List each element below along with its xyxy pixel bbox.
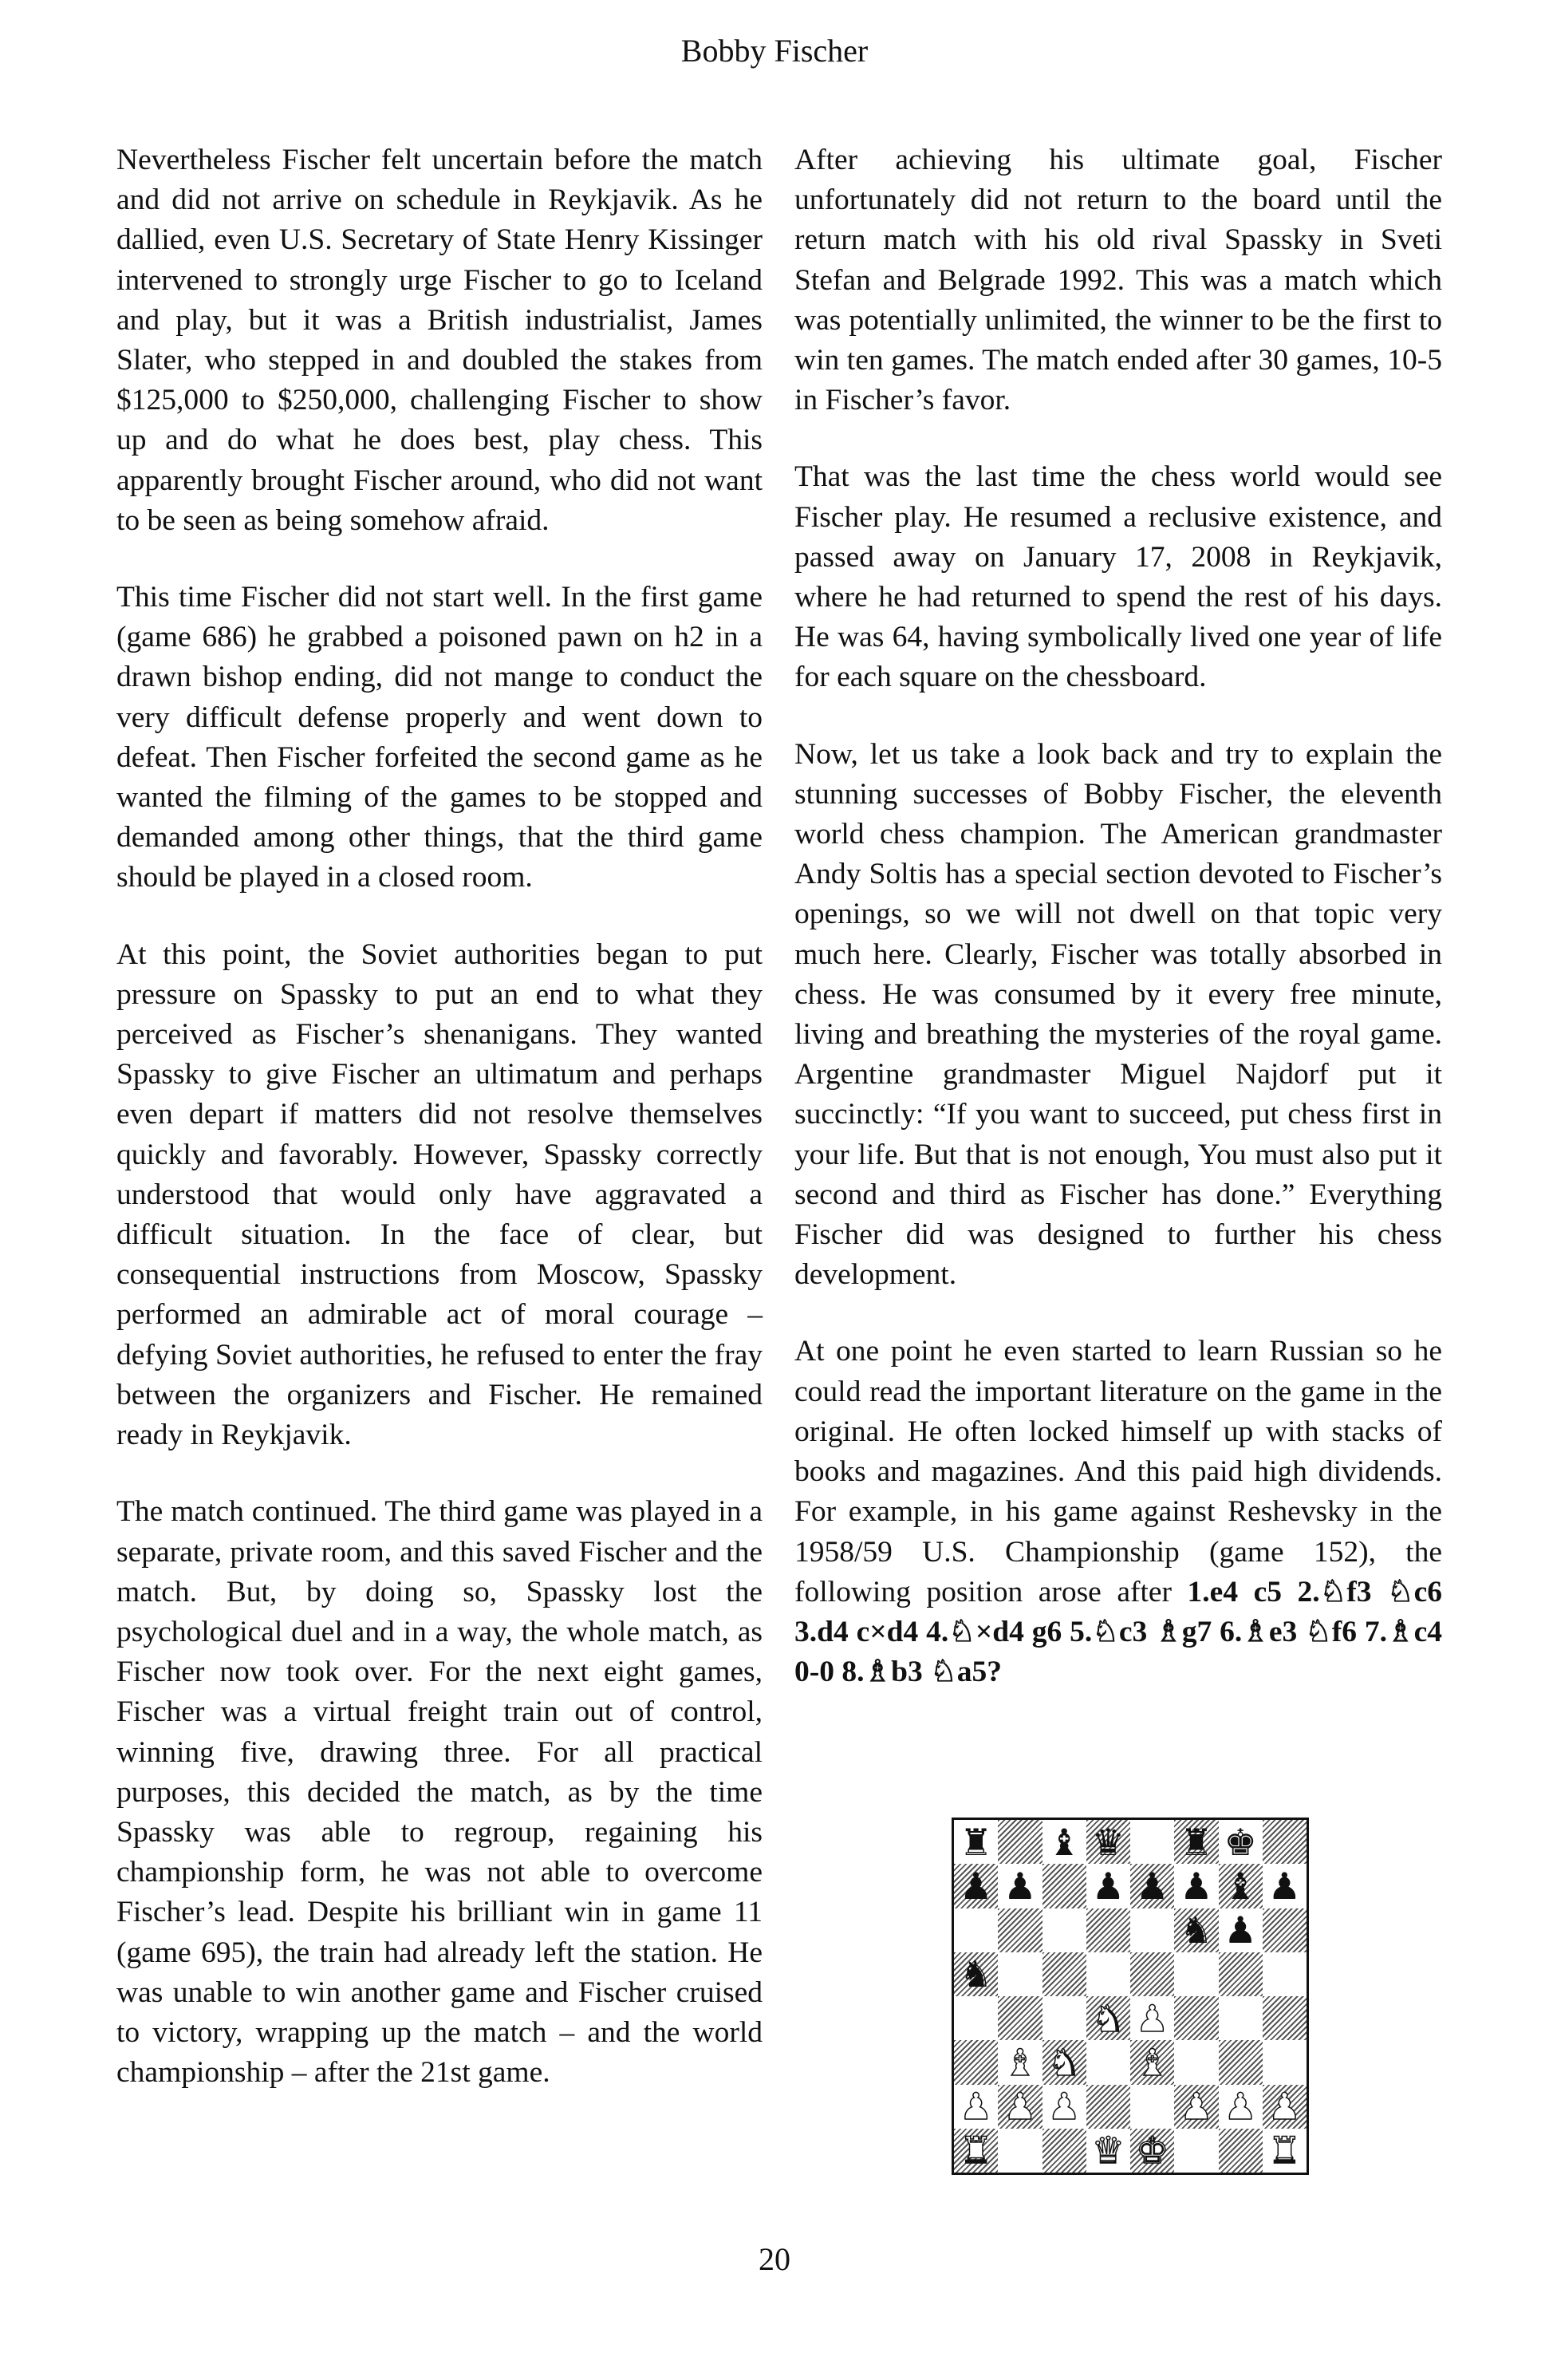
square-b6 bbox=[998, 1908, 1042, 1952]
black-pawn-icon: ♟ bbox=[1136, 1864, 1169, 1908]
black-knight-icon: ♞ bbox=[960, 1952, 993, 1996]
paragraph: At this point, the Soviet authorities began to put pressure on Spassky to put an end to what they perceived as Fischer’s shenanigans. They wanted Spassky to give Fischer an ultimatum and perhaps even depart if matters did not resolve themselves quickly and favorably. However, Spassky correctly understood that would only have aggravated a difficult situation. In the face of clear, but consequential instructions from Moscow, Spassky performed an admirable act of moral courage – defying Soviet authorities, he refused to enter the fray between the organizers and Fischer. He remained ready in Reykjavik. bbox=[116, 937, 763, 1452]
square-a2 bbox=[954, 2085, 998, 2129]
white-pawn-icon: ♟ bbox=[960, 2085, 993, 2129]
black-queen-icon: ♛ bbox=[1091, 1820, 1125, 1864]
square-b5 bbox=[998, 1952, 1042, 1996]
square-e6 bbox=[1130, 1908, 1174, 1952]
square-f6 bbox=[1174, 1908, 1218, 1952]
square-h4 bbox=[1263, 1996, 1307, 2040]
chess-board bbox=[954, 1820, 1307, 2173]
square-h2 bbox=[1263, 2085, 1307, 2129]
white-pawn-icon: ♟ bbox=[1003, 2085, 1037, 2129]
square-g4 bbox=[1219, 1996, 1263, 2040]
square-h1 bbox=[1263, 2129, 1307, 2173]
paragraph-text: At one point he even started to learn Russian so he could read the important literature on the game in the original. He often locked himself up with stacks of books and magazines. And this paid high dividends. For example, in his game against Reshevsky in the 1958/59 U.S. Championship (game 152), the following position arose after bbox=[794, 1335, 1442, 1608]
black-pawn-icon: ♟ bbox=[1267, 1864, 1301, 1908]
square-e3 bbox=[1130, 2040, 1174, 2084]
white-pawn-icon: ♟ bbox=[1136, 1996, 1169, 2040]
black-rook-icon: ♜ bbox=[960, 1820, 993, 1864]
square-d7 bbox=[1086, 1864, 1130, 1908]
black-bishop-icon: ♝ bbox=[1047, 1820, 1081, 1864]
move-notation: 1.e4 c5 2.♘f3 ♘c6 3.d4 c×d4 4.♘×d4 g6 5.♘c3 ♗g7 6.♗e3 ♘f6 7.♗c4 0-0 8.♗b3 ♘a5? bbox=[794, 1575, 1442, 1689]
square-e4 bbox=[1130, 1996, 1174, 2040]
black-pawn-icon: ♟ bbox=[960, 1864, 993, 1908]
white-rook-icon: ♜ bbox=[960, 2129, 993, 2173]
square-f5 bbox=[1174, 1952, 1218, 1996]
black-pawn-icon: ♟ bbox=[1224, 1908, 1257, 1952]
square-a5 bbox=[954, 1952, 998, 1996]
white-king-icon: ♚ bbox=[1136, 2129, 1169, 2173]
black-pawn-icon: ♟ bbox=[1003, 1864, 1037, 1908]
square-f2 bbox=[1174, 2085, 1218, 2129]
square-b3 bbox=[998, 2040, 1042, 2084]
paragraph: Now, let us take a look back and try to explain the stunning successes of Bobby Fischer, the eleventh world chess champion. The American grandmaster Andy Soltis has a special section devoted to Fischer’s openings, so we will not dwell on that topic very much here. Clearly, Fischer was totally absorbed in chess. He was consumed by it every free minute, living and breathing the mysteries of the royal game. Argentine grandmaster Miguel Najdorf put it succinctly: “If you want to succeed, put chess first in your life. But that is not enough, You must also put it second and third as Fischer has done.” Everything Fischer did was designed to further his chess development. bbox=[794, 737, 1442, 1292]
paragraph: That was the last time the chess world would see Fischer play. He resumed a reclusive existence, and passed away on January 17, 2008 in Reykjavik, where he had returned to spend the rest of his days. He was 64, having symbolically lived one year of life for each square on the chessboard. bbox=[794, 460, 1442, 694]
square-f7 bbox=[1174, 1864, 1218, 1908]
left-column bbox=[116, 140, 763, 2129]
paragraph: This time Fischer did not start well. In the first game (game 686) he grabbed a poisoned pawn on h2 in a drawn bishop ending, did not mange to conduct the very difficult defense properly and went down to defeat. Then Fischer forfeited the second game as he wanted the filming of the games to be stopped and demanded among other things, that the third game should be played in a closed room. bbox=[116, 581, 763, 894]
white-bishop-icon: ♝ bbox=[1003, 2040, 1037, 2084]
square-d8 bbox=[1086, 1820, 1130, 1864]
square-c1 bbox=[1043, 2129, 1086, 2173]
square-h3 bbox=[1263, 2040, 1307, 2084]
black-knight-icon: ♞ bbox=[1180, 1908, 1213, 1952]
square-h7 bbox=[1263, 1864, 1307, 1908]
white-pawn-icon: ♟ bbox=[1267, 2085, 1301, 2129]
square-g2 bbox=[1219, 2085, 1263, 2129]
square-a3 bbox=[954, 2040, 998, 2084]
square-e2 bbox=[1130, 2085, 1174, 2129]
white-knight-icon: ♞ bbox=[1047, 2040, 1081, 2084]
black-king-icon: ♚ bbox=[1224, 1820, 1257, 1864]
square-b8 bbox=[998, 1820, 1042, 1864]
square-c6 bbox=[1043, 1908, 1086, 1952]
square-b7 bbox=[998, 1864, 1042, 1908]
square-f3 bbox=[1174, 2040, 1218, 2084]
white-bishop-icon: ♝ bbox=[1136, 2040, 1169, 2084]
black-rook-icon: ♜ bbox=[1180, 1820, 1213, 1864]
square-e5 bbox=[1130, 1952, 1174, 1996]
square-g7 bbox=[1219, 1864, 1263, 1908]
white-pawn-icon: ♟ bbox=[1224, 2085, 1257, 2129]
square-c4 bbox=[1043, 1996, 1086, 2040]
square-g8 bbox=[1219, 1820, 1263, 1864]
white-queen-icon: ♛ bbox=[1091, 2129, 1125, 2173]
square-d3 bbox=[1086, 2040, 1130, 2084]
square-h6 bbox=[1263, 1908, 1307, 1952]
white-rook-icon: ♜ bbox=[1267, 2129, 1301, 2173]
chess-diagram bbox=[952, 1818, 1309, 2175]
square-a1 bbox=[954, 2129, 998, 2173]
square-d2 bbox=[1086, 2085, 1130, 2129]
square-c7 bbox=[1043, 1864, 1086, 1908]
square-c3 bbox=[1043, 2040, 1086, 2084]
square-f8 bbox=[1174, 1820, 1218, 1864]
page-number: 20 bbox=[759, 2241, 790, 2277]
square-d5 bbox=[1086, 1952, 1130, 1996]
square-a4 bbox=[954, 1996, 998, 2040]
paragraph-with-moves bbox=[794, 1332, 1442, 1692]
square-g5 bbox=[1219, 1952, 1263, 1996]
square-d1 bbox=[1086, 2129, 1130, 2173]
black-bishop-icon: ♝ bbox=[1224, 1864, 1257, 1908]
paragraph: The match continued. The third game was played in a separate, private room, and this saved Fischer and the match. But, by doing so, Spassky lost the psychological duel and in a way, the whole match, as Fischer now took over. For the next eight games, Fischer was a virtual freight train out of control, winning five, drawing three. For all practical purposes, this decided the match, as by the time Spassky was able to regroup, regaining his championship form, he was not able to overcome Fischer’s lead. Despite his brilliant win in game 11 (game 695), the train had already left the station. He was unable to win another game and Fischer cruised to victory, wrapping up the match – and the world championship – after the 21st game. bbox=[116, 1495, 763, 2090]
square-f1 bbox=[1174, 2129, 1218, 2173]
black-pawn-icon: ♟ bbox=[1091, 1864, 1125, 1908]
running-header: Bobby Fischer bbox=[680, 33, 869, 69]
paragraph: After achieving his ultimate goal, Fischer unfortunately did not return to the board until the return match with his old rival Spassky in Sveti Stefan and Belgrade 1992. This was a match which was potentially unlimited, the winner to be the first to win ten games. The match ended after 30 games, 10-5 in Fischer’s favor. bbox=[794, 144, 1442, 417]
square-e1 bbox=[1130, 2129, 1174, 2173]
square-g6 bbox=[1219, 1908, 1263, 1952]
square-h8 bbox=[1263, 1820, 1307, 1864]
square-g3 bbox=[1219, 2040, 1263, 2084]
square-h5 bbox=[1263, 1952, 1307, 1996]
black-pawn-icon: ♟ bbox=[1180, 1864, 1213, 1908]
square-a7 bbox=[954, 1864, 998, 1908]
square-b1 bbox=[998, 2129, 1042, 2173]
square-e7 bbox=[1130, 1864, 1174, 1908]
square-a6 bbox=[954, 1908, 998, 1952]
square-c2 bbox=[1043, 2085, 1086, 2129]
square-c8 bbox=[1043, 1820, 1086, 1864]
square-f4 bbox=[1174, 1996, 1218, 2040]
right-column bbox=[794, 140, 1442, 1729]
paragraph: Nevertheless Fischer felt uncertain before the match and did not arrive on schedule in Reykjavik. As he dallied, even U.S. Secretary of State Henry Kissinger intervened to strongly urge Fischer to go to Iceland and play, but it was a British industrialist, James Slater, who stepped in and doubled the stakes from $125,000 to $250,000, challenging Fischer to show up and do what he does best, play chess. This apparently brought Fischer around, who did not want to be seen as being somehow afraid. bbox=[116, 144, 763, 537]
square-a8 bbox=[954, 1820, 998, 1864]
square-b2 bbox=[998, 2085, 1042, 2129]
square-b4 bbox=[998, 1996, 1042, 2040]
square-d6 bbox=[1086, 1908, 1130, 1952]
square-c5 bbox=[1043, 1952, 1086, 1996]
white-pawn-icon: ♟ bbox=[1047, 2085, 1081, 2129]
square-d4 bbox=[1086, 1996, 1130, 2040]
square-g1 bbox=[1219, 2129, 1263, 2173]
white-knight-icon: ♞ bbox=[1091, 1996, 1125, 2040]
white-pawn-icon: ♟ bbox=[1180, 2085, 1213, 2129]
square-e8 bbox=[1130, 1820, 1174, 1864]
